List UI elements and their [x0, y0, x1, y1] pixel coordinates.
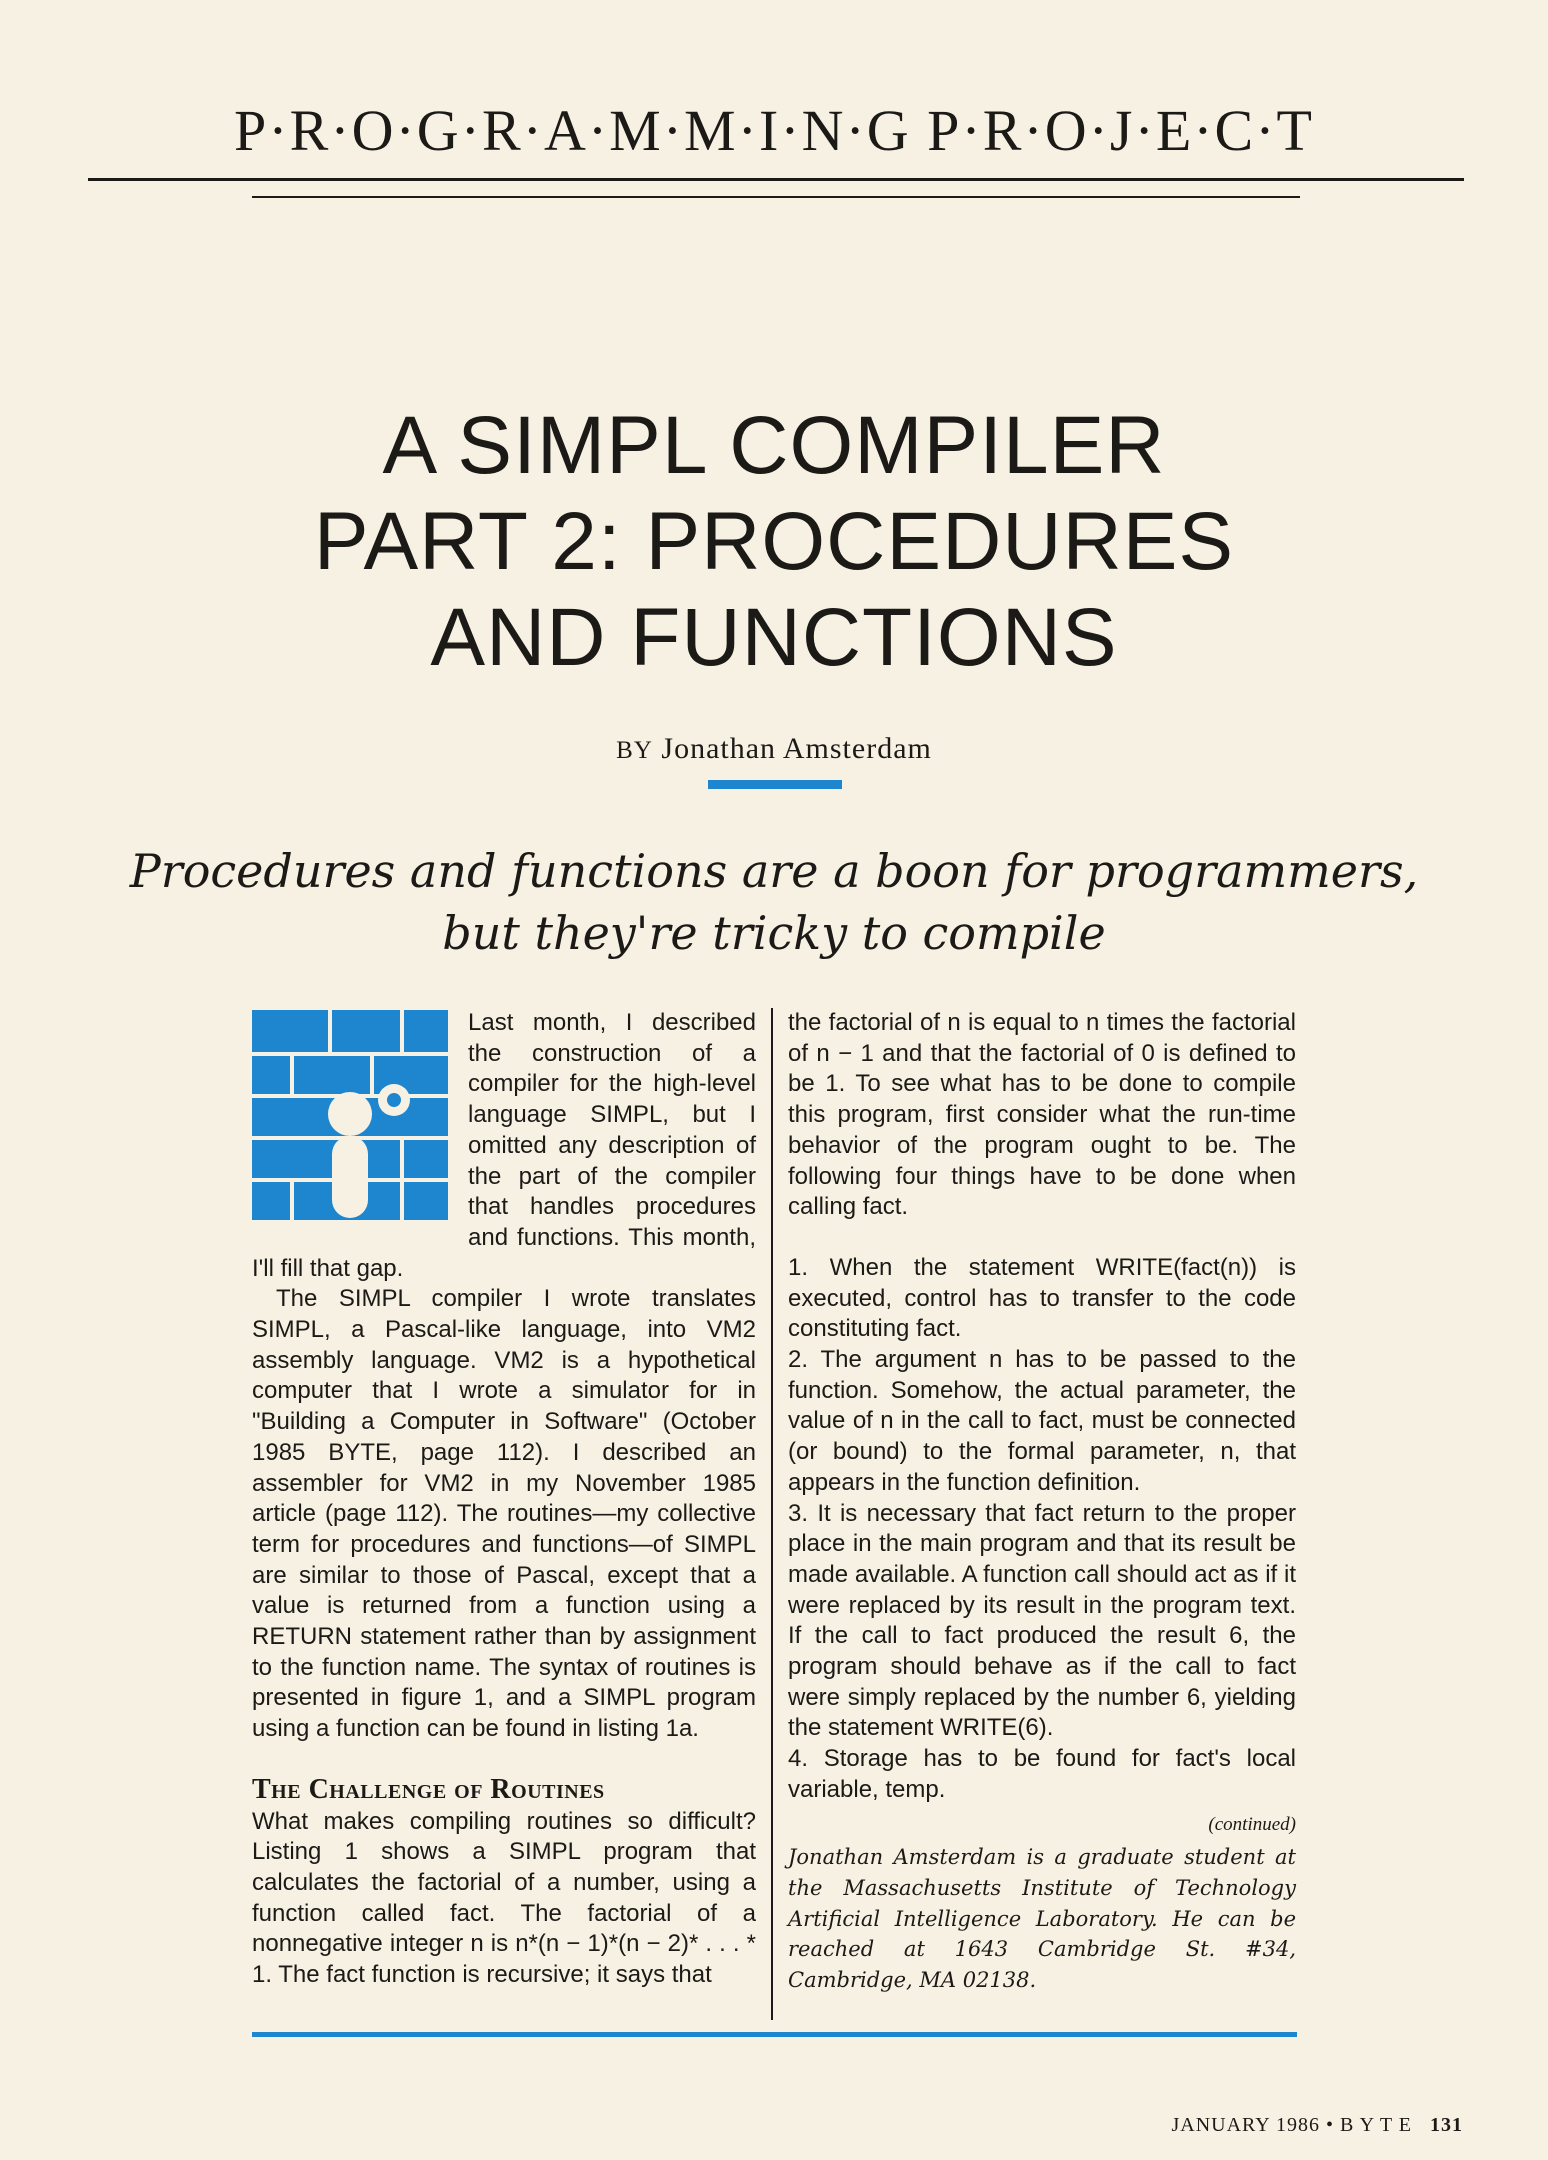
bottom-accent-rule	[252, 2032, 1297, 2037]
byline-by: BY	[616, 737, 653, 764]
continued-note: (continued)	[1208, 1813, 1296, 1835]
page-number: 131	[1430, 2114, 1463, 2136]
left-column	[252, 1008, 756, 1991]
list-item-1: 1. When the statement WRITE(fact(n)) is executed, control has to transfer to the code constituting fact.	[788, 1253, 1296, 1343]
byline-author: Jonathan Amsterdam	[661, 732, 932, 765]
intro-paragraph: Last month, I described the construction of a compiler for the high-level language SIMPL, but I omitted any description of the part of the compiler that handles procedures and functions. This month, I'll fill that gap.	[252, 1009, 756, 1282]
header-rule-thin	[252, 196, 1300, 198]
deck-line-2: but they're tricky to compile	[442, 906, 1106, 960]
page-folio	[1171, 2114, 1463, 2137]
factorial-paragraph: the factorial of n is equal to n times the factorial of n − 1 and that the factorial of 0 is defined to be 1. To see what has to be done to compile this program, first consider what the run-time behavior of the program ought to be. The following four things have to be done when calling fact.	[788, 1009, 1296, 1221]
byline	[0, 732, 1548, 766]
article-deck	[0, 840, 1548, 964]
list-item-3: 3. It is necessary that fact return to the proper place in the main program and that its result be made available. A function call should act as if it were replaced by its result in the program text. If the call to fact produced the result 6, the program should behave as if the call to fact were simply replaced by the number 6, yielding the statement WRITE(6).	[788, 1499, 1296, 1742]
right-column	[788, 1008, 1296, 1996]
article-title	[0, 398, 1548, 686]
section-kicker: P·R·O·G·R·A·M·M·I·N·G P·R·O·J·E·C·T	[234, 98, 1314, 163]
author-bio: Jonathan Amsterdam is a graduate student at the Massachusetts Institute of Technology Artificial Intelligence Laboratory. He can be reached at 1643 Cambridge St. #34, Cambridge, MA 02138.	[788, 1845, 1296, 1993]
column-divider	[771, 1008, 773, 2020]
section-heading-text: The Challenge of Routines	[252, 1773, 605, 1805]
list-item-2: 2. The argument n has to be passed to the function. Somehow, the actual parameter, the value of n in the call to fact, must be connected (or bound) to the formal parameter, n, that appears in the function definition.	[788, 1346, 1296, 1496]
compiler-overview-paragraph: The SIMPL compiler I wrote translates SIMPL, a Pascal-like language, into VM2 assembly language. VM2 is a hypothetical computer that I wrote a simulator for in "Building a Computer in Software" (October 1985 BYTE, page 112). I described an assembler for VM2 in my November 1985 article (page 112). The routines—my collective term for procedures and functions—of SIMPL are similar to those of Pascal, except that a value is returned from a function using a RETURN statement rather than by assignment to the function name. The syntax of routines is presented in figure 1, and a SIMPL program using a function can be found in listing 1a.	[252, 1285, 756, 1743]
list-item-4: 4. Storage has to be found for fact's local variable, temp.	[788, 1745, 1296, 1803]
section-heading	[252, 1775, 756, 1807]
challenge-paragraph: What makes compiling routines so difficult? Listing 1 shows a SIMPL program that calculates the factorial of a number, using a function called fact. The factorial of a nonnegative integer n is n*(n − 1)*(n − 2)* . . . * 1. The fact function is recursive; it says that	[252, 1807, 756, 1989]
title-line-1: A SIMPL COMPILER	[382, 400, 1166, 491]
header-rule-thick	[88, 178, 1464, 181]
drop-cap-brick-icon	[252, 1010, 448, 1220]
deck-line-1: Procedures and functions are a boon for programmers,	[129, 844, 1419, 898]
title-line-3: AND FUNCTIONS	[430, 592, 1118, 683]
byline-accent-bar	[708, 780, 842, 789]
title-line-2: PART 2: PROCEDURES	[313, 496, 1235, 587]
issue-date: JANUARY 1986 • B Y T E	[1171, 2114, 1412, 2136]
